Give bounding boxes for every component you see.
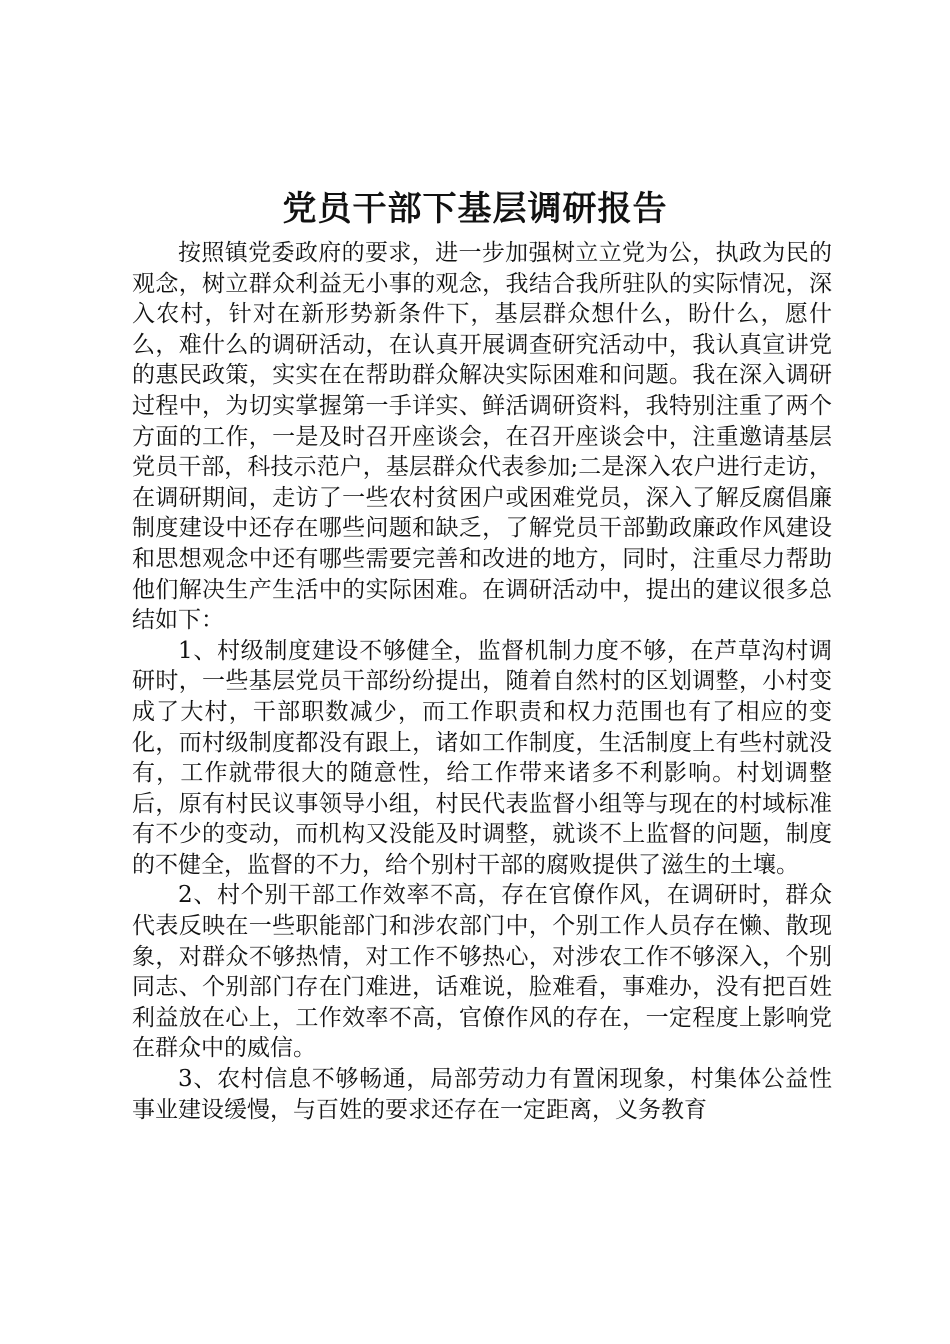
document-title: 党员干部下基层调研报告 — [282, 189, 668, 229]
paragraph-point-1: 1、村级制度建设不够健全，监督机制力度不够，在芦草沟村调研时，一些基层党员干部纷纷提出，随着自然村的区划调整，小村变成了大村，干部职数减少，而工作职责和权力范围也有了相应的变化，而村级制度都没有跟上，诸如工作制度，生活制度上有些村就没有，工作就带很大的随意性，给工作带来诸多不利影响。村划调整后，原有村民议事领导小组，村民代表监督小组等与现在的村域标准有不少的变动，而机构又没能及时调整，就谈不上监督的问题，制度的不健全，监督的不力，给个别村干部的腐败提供了滋生的土壤。 — [132, 637, 832, 878]
paragraph-point-2: 2、村个别干部工作效率不高，存在官僚作风，在调研时，群众代表反映在一些职能部门和涉农部门中，个别工作人员存在懒、散现象，对群众不够热情，对工作不够热心，对涉农工作不够深入，个别同志、个别部门存在门难进，话难说，脸难看，事难办，没有把百姓利益放在心上，工作效率不高，官僚作风的存在，一定程度上影响党在群众中的威信。 — [132, 882, 832, 1062]
paragraph-point-3: 3、农村信息不够畅通，局部劳动力有置闲现象，村集体公益性事业建设缓慢，与百姓的要求还存在一定距离，义务教育 — [132, 1066, 832, 1123]
paragraph-intro: 按照镇党委政府的要求，进一步加强树立立党为公，执政为民的观念，树立群众利益无小事的观念，我结合我所驻队的实际情况，深入农村，针对在新形势新条件下，基层群众想什么，盼什么，愿什么，难什么的调研活动，在认真开展调查研究活动中，我认真宣讲党的惠民政策，实实在在帮助群众解决实际困难和问题。我在深入调研过程中，为切实掌握第一手详实、鲜活调研资料，我特别注重了两个方面的工作，一是及时召开座谈会，在召开座谈会中，注重邀请基层党员干部，科技示范户，基层群众代表参加;二是深入农户进行走访，在调研期间，走访了一些农村贫困户或困难党员，深入了解反腐倡廉制度建设中还存在哪些问题和缺乏，了解党员干部勤政廉政作风建设和思想观念中还有哪些需要完善和改进的地方，同时，注重尽力帮助他们解决生产生活中的实际困难。在调研活动中，提出的建议很多总结如下： — [132, 240, 832, 634]
document-body — [132, 238, 832, 1125]
